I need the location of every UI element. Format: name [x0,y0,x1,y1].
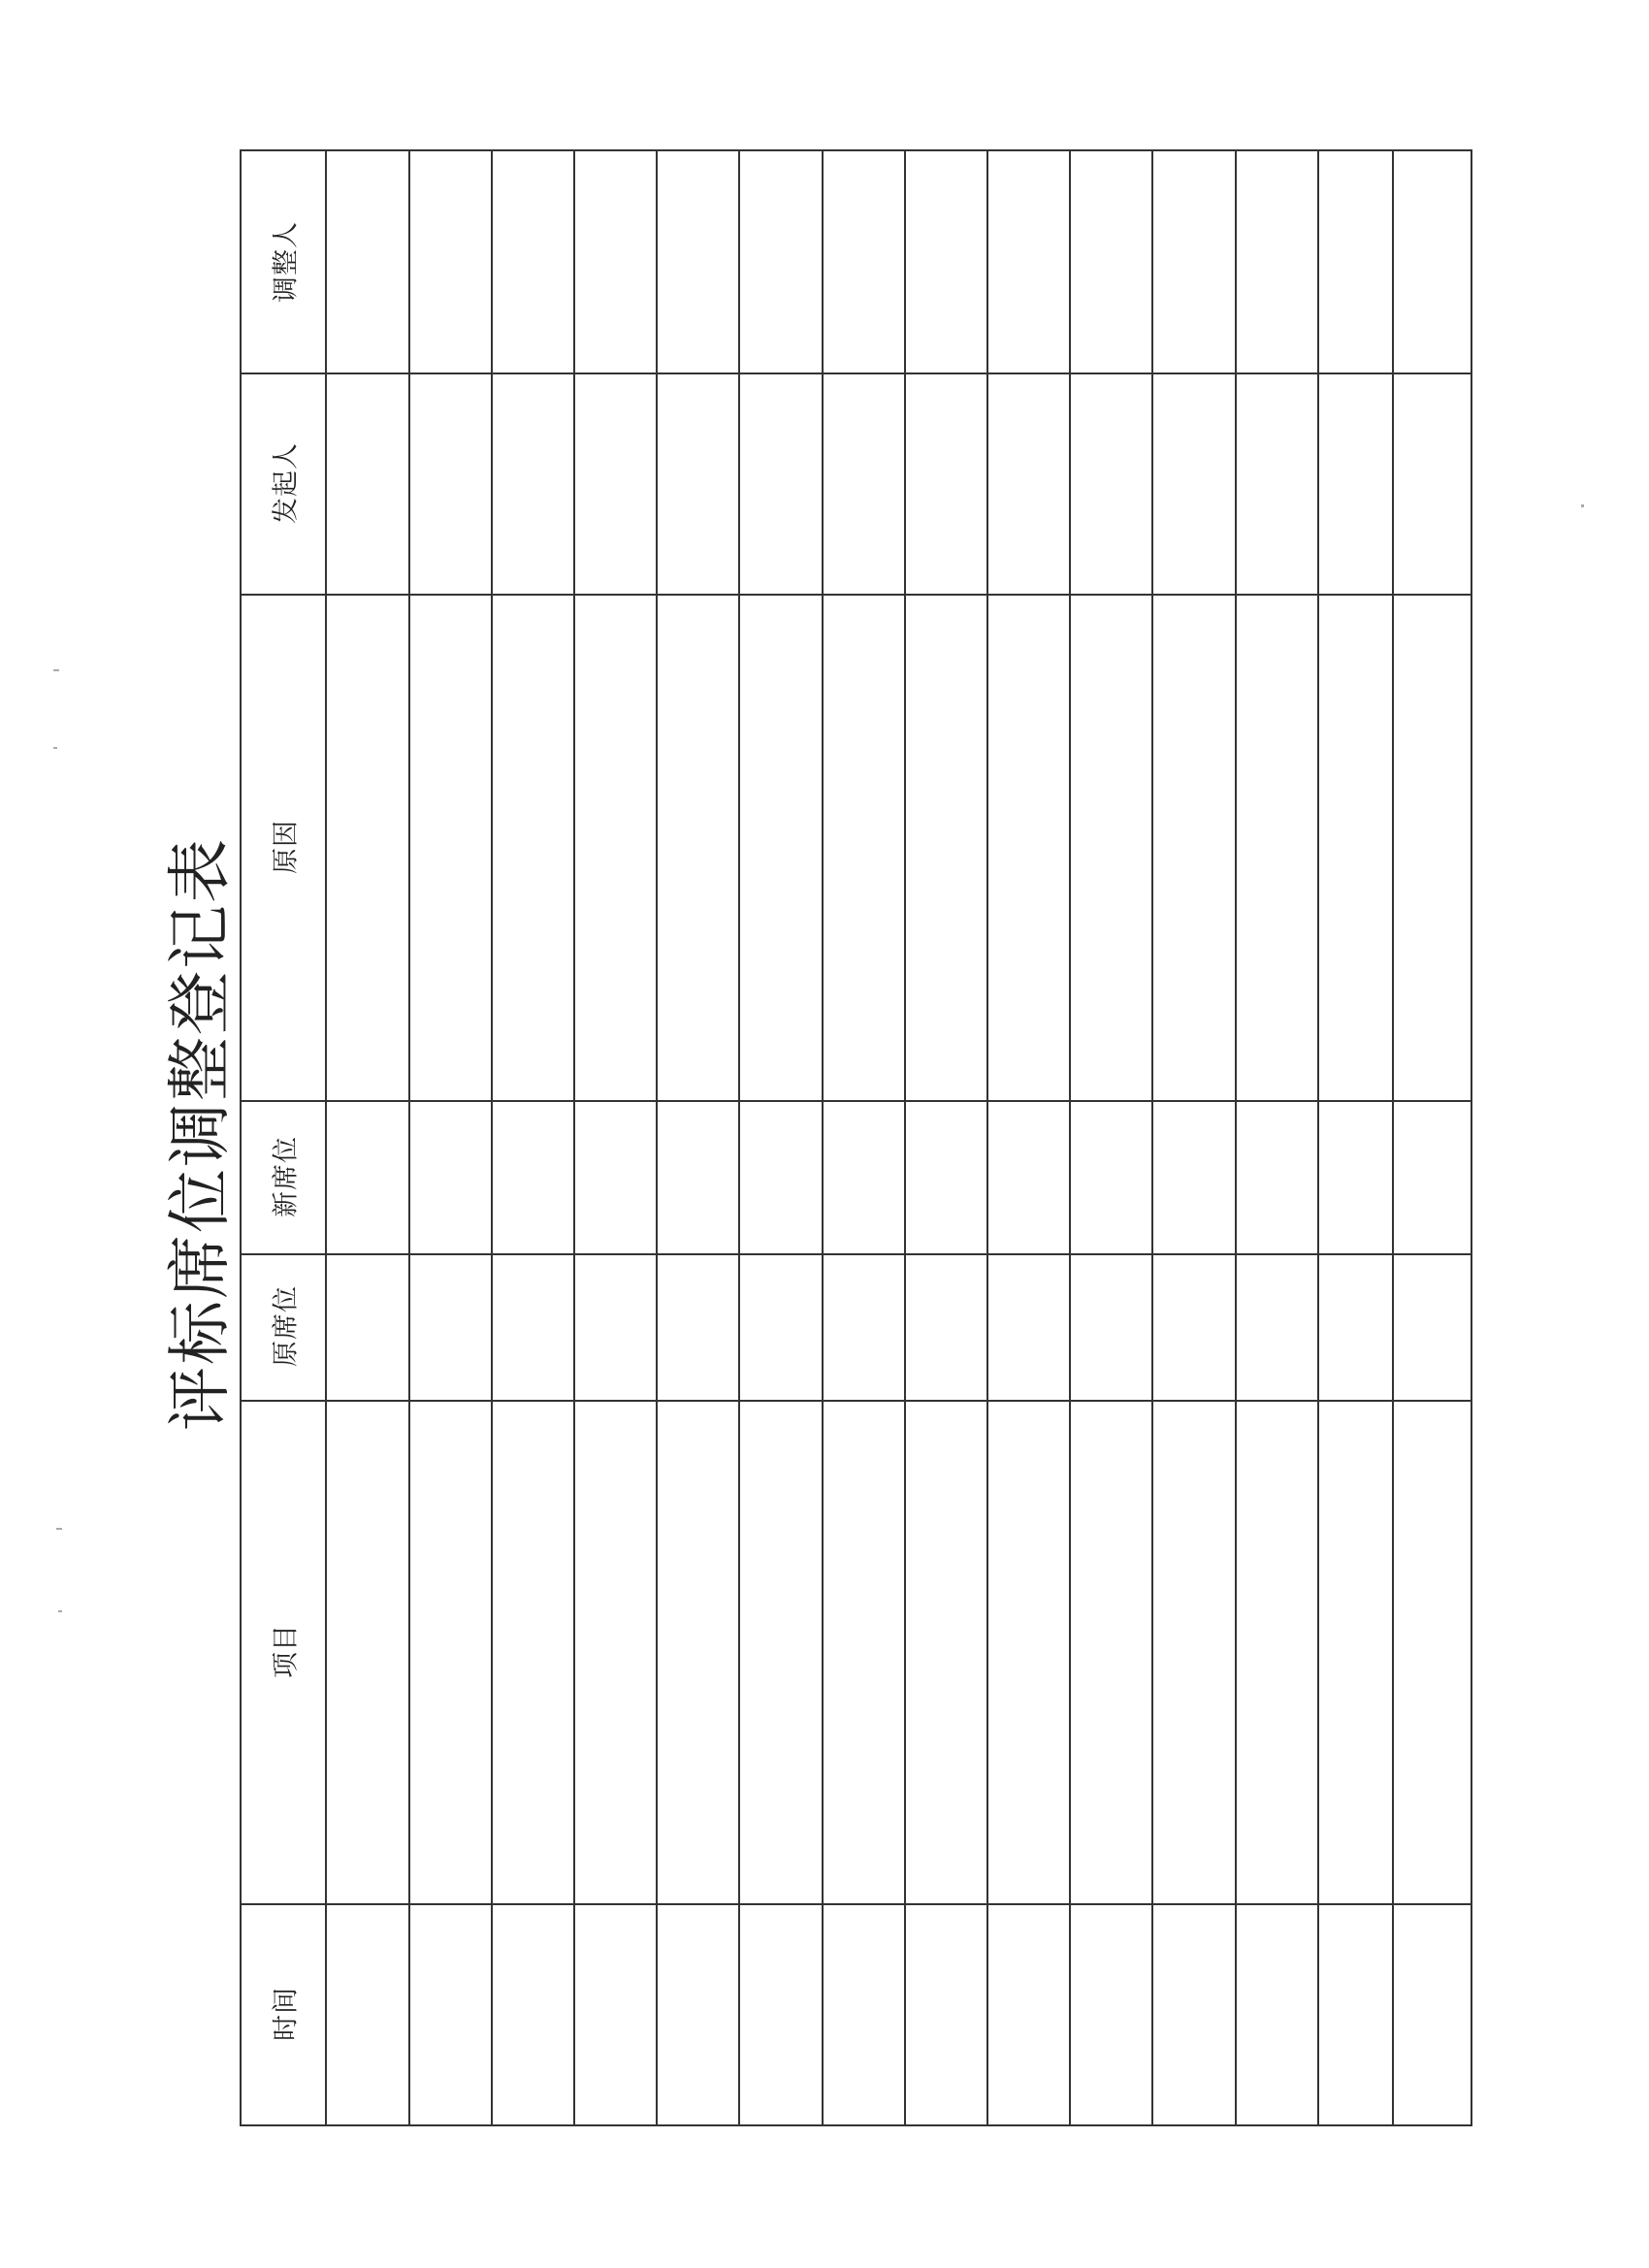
table-cell-project[interactable] [824,1402,904,1903]
table-cell-initiator[interactable] [824,374,904,594]
table-cell-adjuster[interactable] [410,153,491,373]
table-cell-initiator[interactable] [988,374,1069,594]
table-cell-new-seat[interactable] [493,1102,573,1253]
table-cell-initiator[interactable] [410,374,491,594]
scan-speck [53,747,57,749]
table-cell-original-seat[interactable] [493,1255,573,1400]
table-cell-original-seat[interactable] [1153,1255,1235,1400]
table-cell-time[interactable] [906,1905,986,2124]
header-initiator: 发起人 [271,442,302,524]
table-cell-reason[interactable] [1319,596,1392,1100]
table-cell-project[interactable] [410,1402,491,1903]
table-cell-time[interactable] [1394,1905,1471,2124]
table-cell-adjuster[interactable] [1071,153,1151,373]
table-cell-time[interactable] [1319,1905,1392,2124]
registration-table [240,149,1472,2126]
table-cell-adjuster[interactable] [824,153,904,373]
table-cell-new-seat[interactable] [988,1102,1069,1253]
table-cell-original-seat[interactable] [824,1255,904,1400]
table-cell-adjuster[interactable] [906,153,986,373]
table-cell-reason[interactable] [658,596,738,1100]
table-cell-reason[interactable] [327,596,408,1100]
table-cell-original-seat[interactable] [410,1255,491,1400]
scan-speck [58,1610,62,1612]
table-cell-original-seat[interactable] [988,1255,1069,1400]
scan-speck [53,669,59,671]
table-cell-reason[interactable] [1153,596,1235,1100]
table-cell-adjuster[interactable] [740,153,822,373]
table-cell-project[interactable] [1071,1402,1151,1903]
table-cell-time[interactable] [1237,1905,1317,2124]
table-cell-original-seat[interactable] [1237,1255,1317,1400]
table-cell-project[interactable] [740,1402,822,1903]
scan-speck [56,1528,62,1530]
table-cell-reason[interactable] [906,596,986,1100]
table-cell-project[interactable] [1319,1402,1392,1903]
table-cell-new-seat[interactable] [1237,1102,1317,1253]
table-cell-adjuster[interactable] [327,153,408,373]
table-cell-project[interactable] [1153,1402,1235,1903]
table-cell-original-seat[interactable] [1394,1255,1471,1400]
table-cell-adjuster[interactable] [1153,153,1235,373]
table-cell-original-seat[interactable] [1071,1255,1151,1400]
table-cell-project[interactable] [327,1402,408,1903]
table-cell-new-seat[interactable] [906,1102,986,1253]
table-cell-time[interactable] [1153,1905,1235,2124]
table-cell-new-seat[interactable] [327,1102,408,1253]
table-cell-reason[interactable] [740,596,822,1100]
table-cell-new-seat[interactable] [575,1102,656,1253]
scan-speck [1581,504,1584,507]
table-cell-original-seat[interactable] [740,1255,822,1400]
table-cell-project[interactable] [658,1402,738,1903]
table-cell-time[interactable] [740,1905,822,2124]
header-adjuster: 调整人 [271,221,302,303]
table-cell-new-seat[interactable] [410,1102,491,1253]
table-cell-reason[interactable] [575,596,656,1100]
header-reason: 原因 [271,820,302,874]
table-cell-reason[interactable] [1394,596,1471,1100]
table-cell-adjuster[interactable] [1319,153,1392,373]
table-cell-reason[interactable] [988,596,1069,1100]
table-cell-new-seat[interactable] [1319,1102,1392,1253]
table-cell-project[interactable] [906,1402,986,1903]
table-cell-initiator[interactable] [1319,374,1392,594]
table-cell-new-seat[interactable] [1153,1102,1235,1253]
table-cell-reason[interactable] [824,596,904,1100]
table-cell-time[interactable] [988,1905,1069,2124]
table-cell-reason[interactable] [410,596,491,1100]
table-cell-time[interactable] [493,1905,573,2124]
table-cell-original-seat[interactable] [575,1255,656,1400]
table-cell-new-seat[interactable] [658,1102,738,1253]
header-original-seat: 原席位 [271,1285,302,1367]
table-cell-adjuster[interactable] [658,153,738,373]
table-cell-initiator[interactable] [1237,374,1317,594]
table-cell-reason[interactable] [1071,596,1151,1100]
table-cell-adjuster[interactable] [988,153,1069,373]
table-cell-initiator[interactable] [575,374,656,594]
table-cell-initiator[interactable] [658,374,738,594]
table-cell-initiator[interactable] [493,374,573,594]
table-cell-project[interactable] [575,1402,656,1903]
table-cell-new-seat[interactable] [1394,1102,1471,1253]
table-cell-initiator[interactable] [740,374,822,594]
table-cell-original-seat[interactable] [906,1255,986,1400]
table-cell-reason[interactable] [493,596,573,1100]
table-cell-new-seat[interactable] [740,1102,822,1253]
table-cell-reason[interactable] [1237,596,1317,1100]
table-cell-project[interactable] [493,1402,573,1903]
table-cell-initiator[interactable] [327,374,408,594]
table-cell-time[interactable] [410,1905,491,2124]
table-cell-time[interactable] [1071,1905,1151,2124]
table-cell-time[interactable] [824,1905,904,2124]
table-cell-initiator[interactable] [1153,374,1235,594]
table-cell-adjuster[interactable] [1394,153,1471,373]
table-cell-time[interactable] [658,1905,738,2124]
table-cell-original-seat[interactable] [1319,1255,1392,1400]
table-cell-initiator[interactable] [906,374,986,594]
table-cell-time[interactable] [327,1905,408,2124]
header-project: 项目 [271,1624,302,1678]
table-cell-project[interactable] [1394,1402,1471,1903]
header-new-seat: 新席位 [271,1136,302,1217]
table-cell-time[interactable] [575,1905,656,2124]
table-cell-original-seat[interactable] [327,1255,408,1400]
table-cell-original-seat[interactable] [658,1255,738,1400]
header-time: 时间 [271,1987,302,2041]
table-cell-initiator[interactable] [1071,374,1151,594]
table-cell-adjuster[interactable] [1237,153,1317,373]
table-cell-adjuster[interactable] [575,153,656,373]
table-cell-project[interactable] [1237,1402,1317,1903]
table-cell-project[interactable] [988,1402,1069,1903]
table-cell-initiator[interactable] [1394,374,1471,594]
form-title: 评标席位调整登记表 [162,837,238,1431]
table-cell-adjuster[interactable] [493,153,573,373]
table-cell-new-seat[interactable] [824,1102,904,1253]
table-cell-new-seat[interactable] [1071,1102,1151,1253]
